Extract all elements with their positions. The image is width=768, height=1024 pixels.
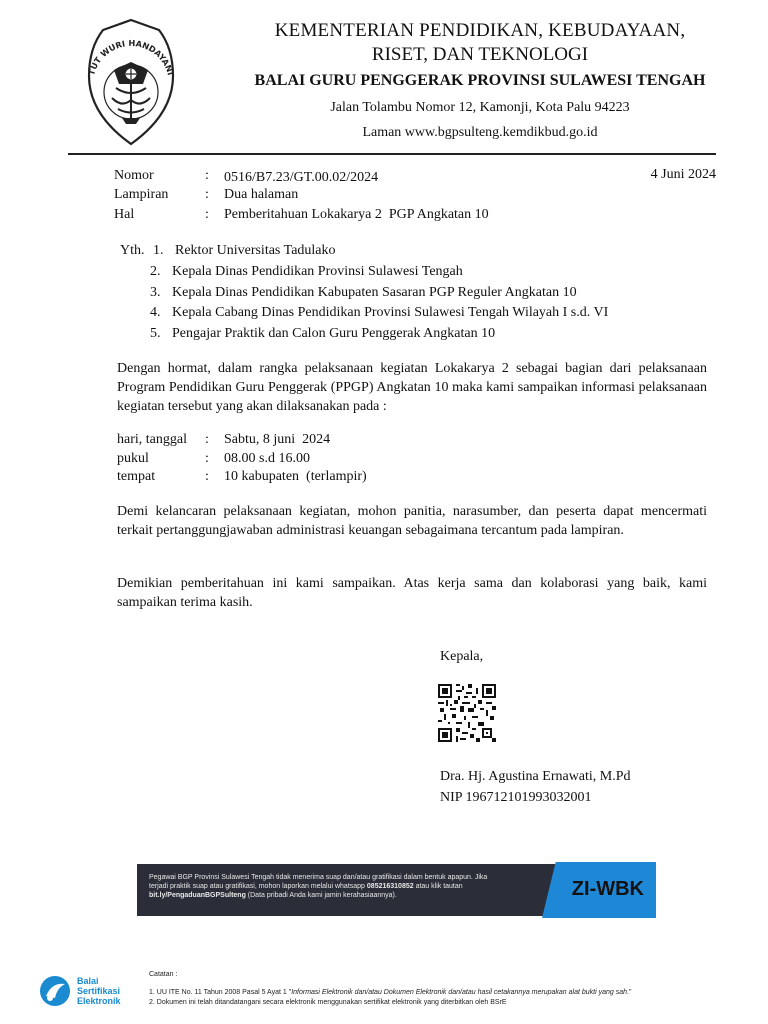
detail-value-time: 08.00 s.d 16.00 xyxy=(224,451,310,466)
recipient-number: 1. xyxy=(153,243,164,258)
bsre-line: Balai xyxy=(77,976,99,986)
recipient-item: Kepala Dinas Pendidikan Kabupaten Sasaran PGP Reguler Angkatan 10 xyxy=(172,285,577,300)
recipient-number: 4. xyxy=(150,305,161,320)
bsre-line: Elektronik xyxy=(77,996,121,1006)
banner-notice-line: (Data pribadi Anda kami jamin kerahasiaannya). xyxy=(245,892,397,899)
banner-notice-line: terjadi praktik suap atau gratifikasi, mohon laporkan melalui whatsapp xyxy=(149,883,367,890)
banner-whatsapp-number: 085216310852 xyxy=(366,883,414,890)
zi-wbk-label: ZI-WBK xyxy=(571,878,644,900)
letterhead-divider xyxy=(68,153,716,155)
recipient-item: Kepala Cabang Dinas Pendidikan Provinsi Sulawesi Tengah Wilayah I s.d. VI xyxy=(172,305,609,320)
signatory-name: Dra. Hj. Agustina Ernawati, M.Pd xyxy=(440,769,631,784)
recipient-number: 3. xyxy=(150,285,161,300)
note-text: ." xyxy=(627,989,632,996)
detail-colon: : xyxy=(205,432,209,447)
banner-notice-text xyxy=(149,873,529,900)
field-label-nomor: Nomor xyxy=(114,168,154,183)
letterhead-address: Jalan Tolambu Nomor 12, Kamonji, Kota Palu 94223 xyxy=(330,100,630,115)
letter-date: 4 Juni 2024 xyxy=(650,167,716,182)
detail-label-place: tempat xyxy=(117,469,156,484)
field-colon: : xyxy=(205,187,209,202)
recipient-item: Kepala Dinas Pendidikan Provinsi Sulawesi Tengah xyxy=(172,264,463,279)
recipient-number: 2. xyxy=(150,264,161,279)
body-paragraph-opening: Dengan hormat, dalam rangka pelaksanaan kegiatan Lokakarya 2 sebagai bagian dari pelaksanaan Program Pendidikan Guru Penggerak (PPGP) Angkatan 10 maka kami sampaikan informasi pelaksanaan kegiatan tersebut yang akan dilaksanakan pada : xyxy=(117,361,707,414)
field-label-hal: Hal xyxy=(114,207,135,222)
bsre-line: Sertifikasi xyxy=(77,986,121,996)
detail-colon: : xyxy=(205,469,209,484)
field-label-lampiran: Lampiran xyxy=(114,187,169,202)
emblem-graphic xyxy=(76,18,186,146)
body-paragraph-instructions: Demi kelancaran pelaksanaan kegiatan, mohon panitia, narasumber, dan peserta dapat mencermati terkait pertanggungjawaban administrasi keuangan sebagaimana tercantum pada lampiran. xyxy=(117,504,707,538)
note-ite-law xyxy=(149,988,631,997)
field-colon: : xyxy=(205,207,209,222)
banner-notice-line: Pegawai BGP Provinsi Sulawesi Tengah tidak menerima suap dan/atau gratifikasi dalam bentuk apapun. Jika xyxy=(149,874,488,881)
integrity-zone-banner xyxy=(137,864,656,916)
notes-title: Catatan : xyxy=(149,971,178,978)
field-value-lampiran: Dua halaman xyxy=(224,187,299,202)
detail-value-date: Sabtu, 8 juni 2024 xyxy=(224,432,331,447)
signatory-nip: NIP 196712101993032001 xyxy=(440,790,592,805)
letterhead-website: Laman www.bgpsulteng.kemdikbud.go.id xyxy=(362,125,598,140)
tut-wuri-handayani-emblem xyxy=(76,18,186,146)
field-colon: : xyxy=(205,168,209,183)
body-paragraph-closing: Demikian pemberitahuan ini kami sampaikan. Atas kerja sama dan kolaborasi yang baik, kami sampaikan terima kasih. xyxy=(117,576,707,610)
detail-colon: : xyxy=(205,451,209,466)
qr-code-graphic xyxy=(438,684,496,742)
note-electronic-signature: 2. Dokumen ini telah ditandatangani secara elektronik menggunakan sertifikat elektronik yang diterbitkan oleh BSrE xyxy=(149,999,507,1006)
letterhead-ministry-line2: RISET, DAN TEKNOLOGI xyxy=(371,44,589,65)
signature-qr-code xyxy=(438,684,496,742)
emblem-text: TUT WURI HANDAYANI xyxy=(86,37,176,77)
recipient-item: Pengajar Praktik dan Calon Guru Penggerak Angkatan 10 xyxy=(172,326,496,341)
recipient-number: 5. xyxy=(150,326,161,341)
letterhead-institution: BALAI GURU PENGGERAK PROVINSI SULAWESI TENGAH xyxy=(254,72,706,89)
field-value-hal: Pemberitahuan Lokakarya 2 PGP Angkatan 10 xyxy=(224,207,489,222)
signature-title: Kepala, xyxy=(440,649,484,664)
banner-notice-line: atau klik tautan xyxy=(413,883,463,890)
letterhead-ministry-line1: KEMENTERIAN PENDIDIKAN, KEBUDAYAAN, xyxy=(274,20,686,41)
note-quote: Informasi Elektronik dan/atau Dokumen Elektronik dan/atau hasil cetakannya merupakan alat bukti yang sah xyxy=(291,989,627,996)
detail-label-date: hari, tanggal xyxy=(117,432,187,447)
detail-label-time: pukul xyxy=(117,451,149,466)
bsre-logo-icon xyxy=(38,974,72,1008)
bsre-logo-text xyxy=(77,976,121,1006)
recipients-prefix: Yth. xyxy=(120,243,145,258)
detail-value-place: 10 kabupaten (terlampir) xyxy=(224,469,367,484)
note-text: 1. UU ITE No. 11 Tahun 2008 Pasal 5 Ayat 1 " xyxy=(149,989,292,996)
recipient-item: Rektor Universitas Tadulako xyxy=(175,243,336,258)
banner-report-link[interactable]: bit.ly/PengaduanBGPSulteng xyxy=(149,892,246,899)
field-value-nomor: 0516/B7.23/GT.00.02/2024 xyxy=(224,170,379,185)
bsre-logo-graphic xyxy=(38,974,72,1008)
